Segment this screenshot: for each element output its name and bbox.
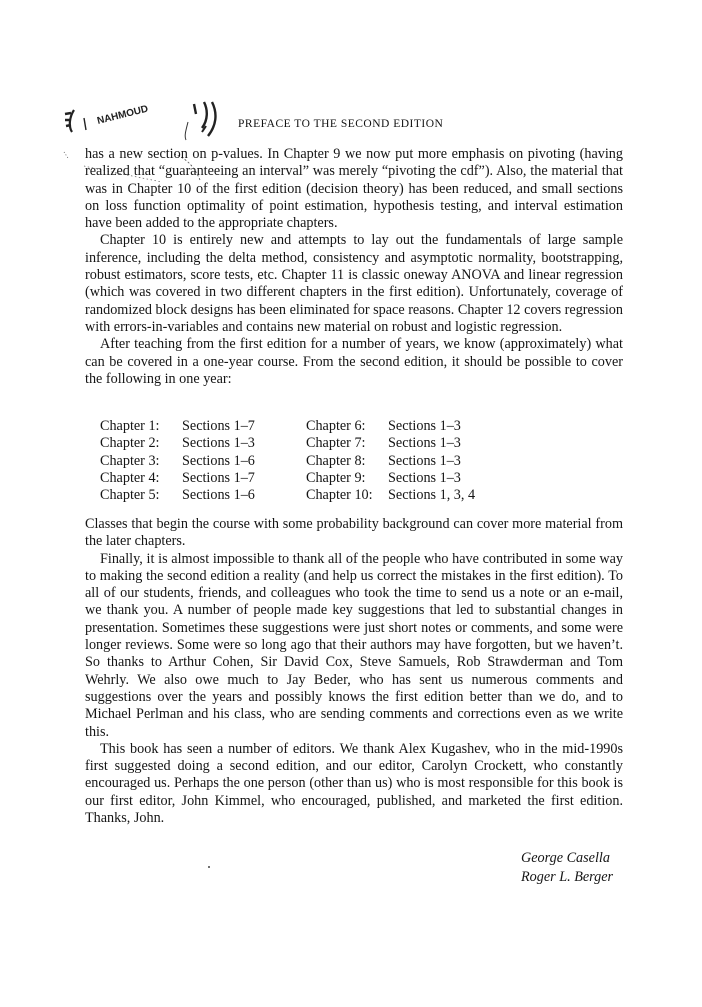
paragraph-pvalues: has a new section on p-values. In Chapter 9 we now put more emphasis on pivoting (having realized that “guaranteeing an interval” was merely “pivoting the cdf”). Also, the material that was in Chapter 10 of the first edition (decision theory) has been reduced, and small sections on loss function optimality of point estimation, hypothesis testing, and interval estimation have been added to the appropriate chapters. [85,146,623,232]
chapter-cell: Chapter 2: [100,435,160,452]
svg-text:NAHMOUD: NAHMOUD [96,103,150,127]
sections-cell: Sections 1–3 [388,418,461,434]
table-row [100,470,475,487]
paragraph-one-year-course: After teaching from the first edition for a number of years, we know (approximately) what can be covered in a one-year course. From the second edition, it should be possible to cover the following in one year: [85,336,623,387]
author-signatures [521,849,613,887]
sections-cell: Sections 1–7 [182,418,255,434]
chapter-cell: Chapter 1: [100,418,160,434]
author-name: Roger L. Berger [521,869,614,885]
chapter-sections-table [100,418,475,504]
paragraph-chapter10: Chapter 10 is entirely new and attempts to lay out the fundamentals of large sample inference, including the delta method, consistency and asymptotic normality, bootstrapping, robust estimators, score tests, etc. Chapter 11 is classic oneway ANOVA and linear regression (which was covered in two different chapters in the first edition). Unfortunately, coverage of randomized block designs has been eliminated for space reasons. Chapter 12 covers regression with errors-in-variables and contains new material on robust and logistic regression. [85,232,623,335]
sections-cell: Sections 1–3 [388,452,461,469]
chapter-cell: Chapter 4: [100,469,160,486]
chapter-cell: Chapter 6: [306,418,366,434]
body-text-top [85,146,623,388]
body-text-bottom [85,516,623,827]
chapter-cell: Chapter 3: [100,452,160,469]
table-row [100,487,475,504]
paragraph-acknowledgments: Finally, it is almost impossible to thank all of the people who have contributed in some way to making the second edition a reality (and help us correct the mistakes in the first edition). To all of our students, friends, and colleagues who took the time to send us a note or an e-mail, we thank you. A number of people made key suggestions that led to substantial changes in presentation. Sometimes these suggestions were just short notes or comments, and some were longer reviews. Some were so long ago that their authors may have forgotten, but we haven’t. So thanks to Arthur Cohen, Sir David Cox, Steve Samuels, Rob Strawderman and Tom Wehrly. We also owe much to Jay Beder, who has sent us numerous comments and suggestions over the years and possibly knows the first edition better than we do, and to Michael Perlman and his class, who are sending comments and corrections even as we write this. [85,550,623,740]
stray-mark [208,866,210,868]
chapter-cell: Chapter 10: [306,487,373,504]
table-row [100,435,475,452]
sections-cell: Sections 1, 3, 4 [388,487,476,504]
paragraph-editors: This book has seen a number of editors. We thank Alex Kugashev, who in the mid-1990s first suggested doing a second edition, and our editor, Carolyn Crockett, who constantly encouraged us. Perhaps the one person (other than us) who is most responsible for this book is our first editor, John Kimmel, who encouraged, published, and marketed the first edition. Thanks, John. [85,740,623,827]
sections-cell: Sections 1–6 [182,487,255,504]
sections-cell: Sections 1–7 [182,469,255,486]
chapter-cell: Chapter 7: [306,435,366,452]
paragraph-classes: Classes that begin the course with some probability background can cover more material from the later chapters. [85,516,623,550]
chapter-cell: Chapter 9: [306,469,366,486]
sections-cell: Sections 1–6 [182,452,255,469]
table-row [100,418,475,435]
chapter-cell: Chapter 8: [306,452,366,469]
table-row [100,453,475,470]
sections-cell: Sections 1–3 [388,469,461,486]
chapter-cell: Chapter 5: [100,487,160,504]
sections-cell: Sections 1–3 [182,435,255,452]
author-name: George Casella [521,850,610,866]
running-head: PREFACE TO THE SECOND EDITION [238,118,444,130]
sections-cell: Sections 1–3 [388,435,461,452]
